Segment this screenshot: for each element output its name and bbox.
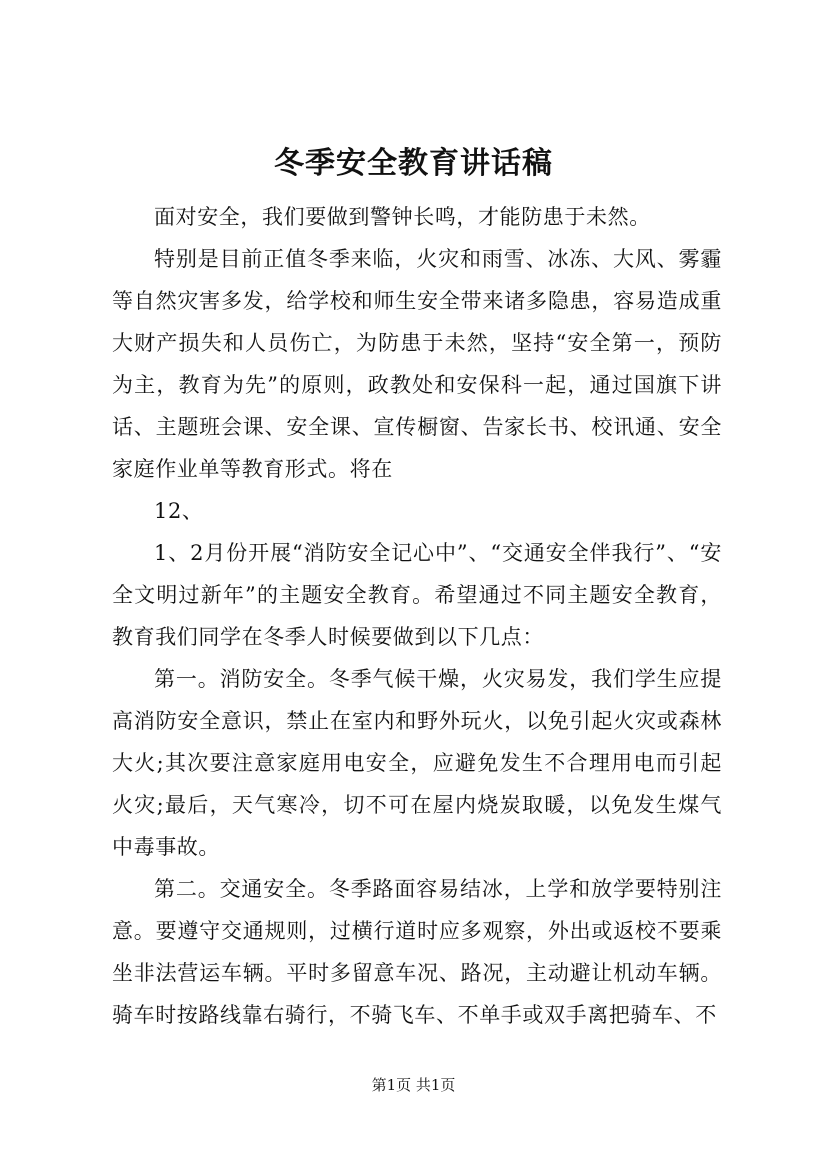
- document-body: [112, 196, 722, 1036]
- page-footer: 第1页 共1页: [371, 1076, 456, 1094]
- paragraph-background: 特别是目前正值冬季来临，火灾和雨雪、冰冻、大风、雾霾等自然灾害多发，给学校和师生安全带来诸多隐患，容易造成重大财产损失和人员伤亡，为防患于未然，坚持“安全第一，预防为主，教育为先”的原则，政教处和安保科一起，通过国旗下讲话、主题班会课、安全课、宣传橱窗、告家长书、校讯通、安全家庭作业单等教育形式。将在: [112, 247, 722, 481]
- paragraph-fire-safety: 第一。消防安全。冬季气候干燥，火灾易发，我们学生应提高消防安全意识，禁止在室内和野外玩火，以免引起火灾或森林大火;其次要注意家庭用电安全，应避免发生不合理用电而引起火灾;最后，天气寒冷，切不可在屋内烧炭取暖，以免发生煤气中毒事故。: [112, 667, 722, 859]
- paragraph-themes: 1、2月份开展“消防安全记心中”、“交通安全伴我行”、“安全文明过新年”的主题安全教育。希望通过不同主题安全教育，教育我们同学在冬季人时候要做到以下几点：: [112, 541, 722, 649]
- paragraph-intro: 面对安全，我们要做到警钟长鸣，才能防患于未然。: [154, 205, 651, 229]
- page-title: 冬季安全教育讲话稿: [274, 146, 553, 181]
- paragraph-traffic-safety: 第二。交通安全。冬季路面容易结冰，上学和放学要特别注意。要遵守交通规则，过横行道时应多观察，外出或返校不要乘坐非法营运车辆。平时多留意车况、路况，主动避让机动车辆。骑车时按路线靠右骑行，不骑飞车、不单手或双手离把骑车、不: [112, 877, 722, 1027]
- paragraph-date-fragment: 12、: [154, 499, 204, 523]
